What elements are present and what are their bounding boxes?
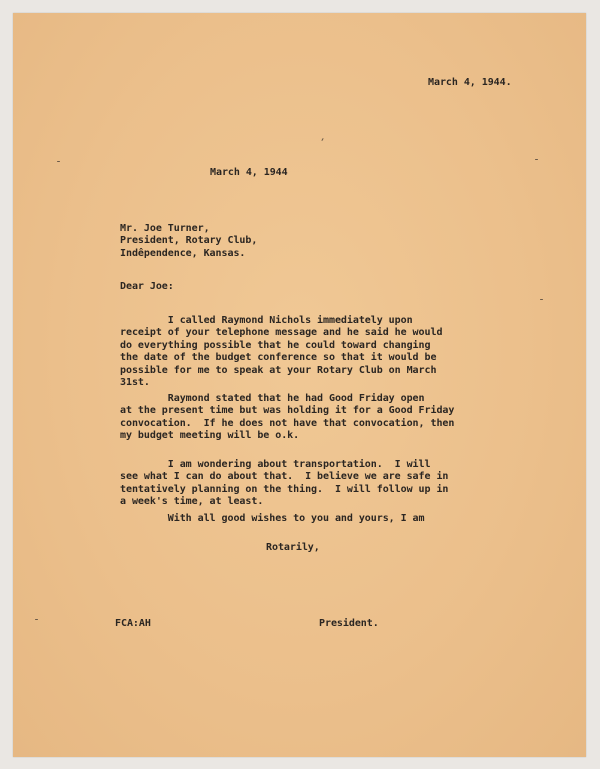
paper-speck	[35, 619, 38, 620]
paragraph-line: at the present time but was holding it for a Good Friday	[120, 405, 455, 417]
paragraph-1	[120, 315, 442, 389]
signature-title: President.	[319, 618, 379, 629]
paragraph-line: see what I can do about that. I believe we are safe in	[120, 471, 449, 483]
paper-speck	[57, 161, 60, 162]
recipient-line-2: President, Rotary Club,	[120, 235, 258, 247]
paragraph-line: receipt of your telephone message and he said he would	[120, 327, 443, 339]
paper-speck	[540, 299, 543, 300]
header-date: March 4, 1944.	[428, 77, 512, 88]
paragraph-line: I am wondering about transportation. I will	[120, 459, 431, 470]
paragraph-line: the date of the budget conference so that it would be	[120, 352, 437, 364]
paragraph-line: possible for me to speak at your Rotary Club on March	[120, 364, 437, 376]
paragraph-line: 31st.	[120, 377, 150, 389]
letter-page	[13, 13, 586, 757]
paragraph-line: convocation. If he does not have that convocation, then	[120, 417, 455, 429]
salutation: Dear Joe:	[120, 281, 174, 292]
paragraph-4: With all good wishes to you and yours, I am	[120, 513, 425, 524]
paragraph-line: my budget meeting will be o.k.	[120, 430, 300, 442]
recipient-line-3: Indêpendence, Kansas.	[120, 247, 246, 259]
paragraph-2	[120, 393, 454, 443]
paper-speck	[321, 138, 323, 141]
paragraph-line: Raymond stated that he had Good Friday open	[120, 393, 425, 404]
closing: Rotarily,	[266, 542, 320, 553]
recipient-address	[120, 223, 257, 260]
recipient-line-1: Mr. Joe Turner,	[120, 223, 210, 234]
paragraph-line: I called Raymond Nichols immediately upon	[120, 315, 413, 326]
paragraph-line: a week's time, at least.	[120, 496, 264, 508]
paper-speck	[535, 159, 538, 160]
paragraph-line: tentatively planning on the thing. I will follow up in	[120, 483, 449, 495]
paragraph-line: do everything possible that he could toward changing	[120, 339, 431, 351]
letter-date: March 4, 1944	[210, 167, 288, 178]
paragraph-3	[120, 459, 448, 509]
typist-initials: FCA:AH	[115, 618, 151, 629]
